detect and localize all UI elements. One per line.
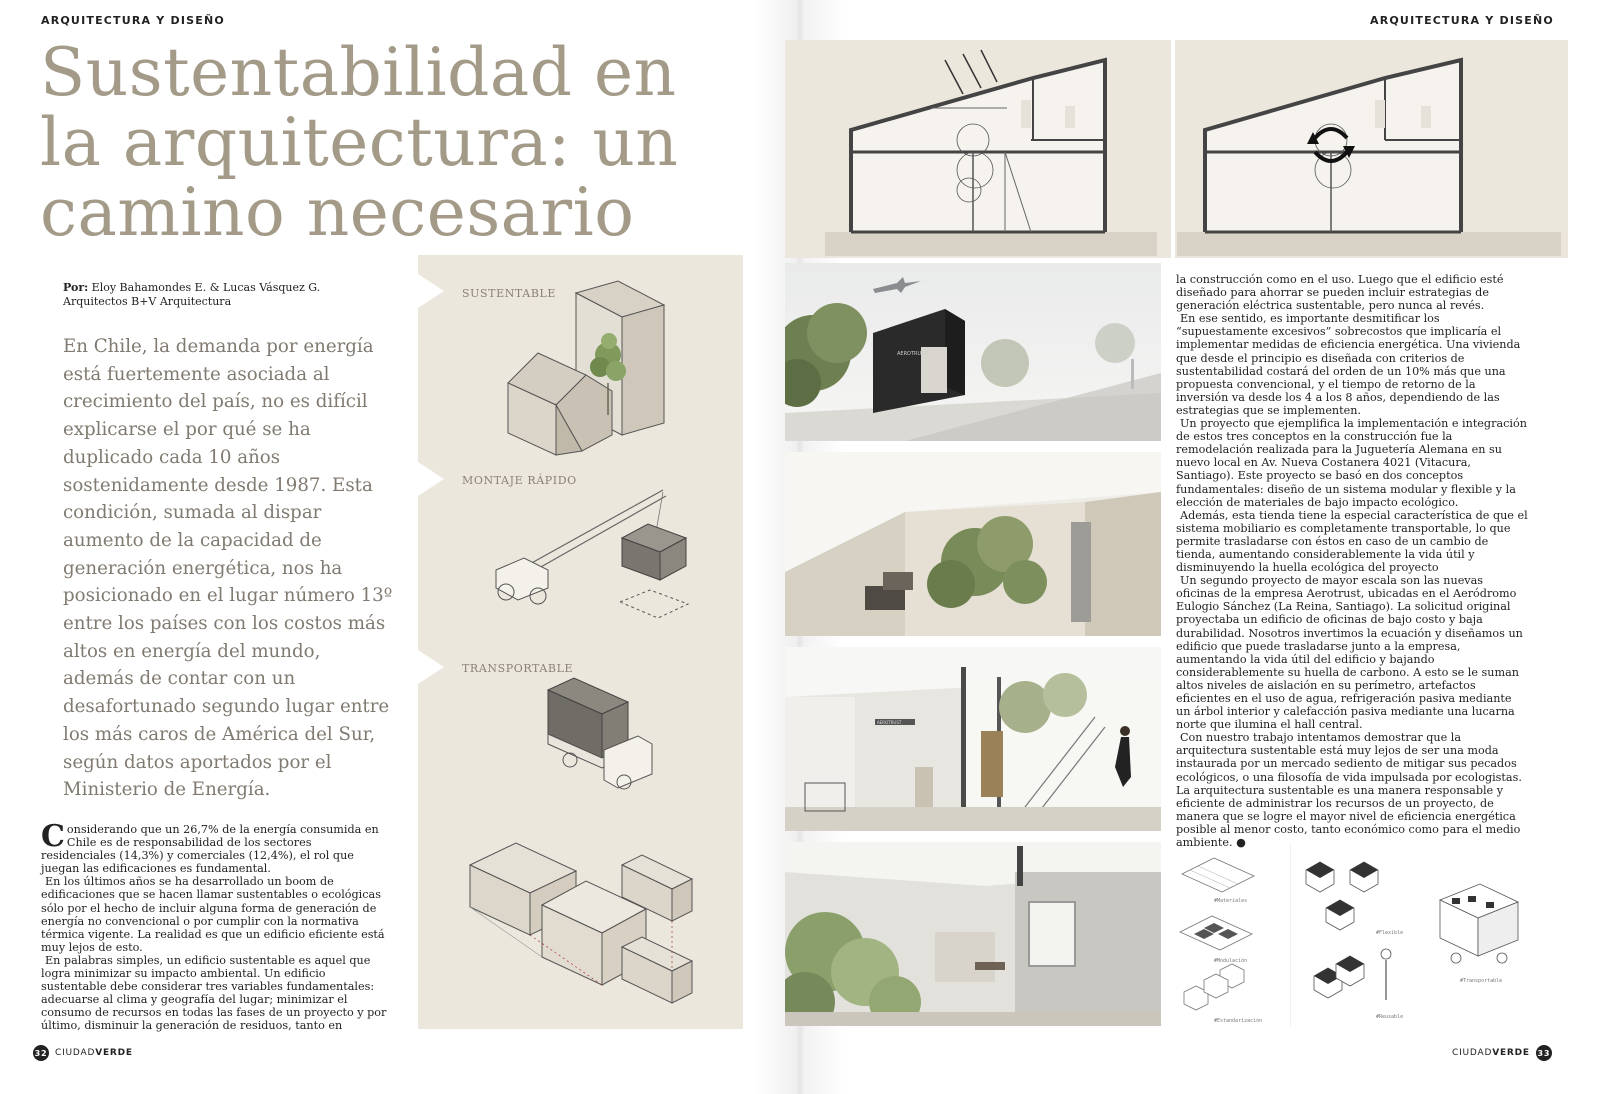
- truck-transport-illustration: [508, 670, 708, 800]
- diagram-label-flexible: #Flexible: [1376, 930, 1404, 936]
- brand-light: CIUDAD: [55, 1048, 96, 1058]
- brand-logo-left: [55, 1048, 133, 1058]
- modular-diagram-left: [1174, 840, 1286, 1030]
- building-section-drawings: [785, 40, 1568, 258]
- title-line-3: camino necesario: [40, 174, 635, 251]
- interior-sign: AEROTRUST: [877, 720, 902, 725]
- diagram-label-materiales: #Materiales: [1214, 898, 1248, 904]
- drop-cap: C: [41, 819, 65, 854]
- sustainable-houses-illustration: [488, 275, 728, 465]
- brand-light: CIUDAD: [1452, 1048, 1493, 1058]
- interior-green-photo: [785, 842, 1161, 1026]
- panel-notch: [418, 462, 444, 496]
- interior-hall-photo: [785, 647, 1161, 831]
- footer-right: [1452, 1045, 1552, 1061]
- brand-logo-right: [1452, 1048, 1530, 1058]
- diagram-label-estandarizacion: #Estandarización: [1214, 1018, 1263, 1024]
- panel-label-sustentable: SUSTENTABLE: [462, 287, 557, 300]
- byline-affiliation: Arquitectos B+V Arquitectura: [63, 295, 232, 308]
- article-title: [40, 34, 740, 251]
- exterior-sign: AEROTRUST: [897, 351, 928, 357]
- body-column-left: [41, 819, 389, 1033]
- interior-atrium-photo: [785, 452, 1161, 636]
- byline: [63, 281, 403, 309]
- body-paragraph: En palabras simples, un edificio sustentable es aquel que logra minimizar su impacto ambiental. Un edificio sustentable debe considerar tres variables fundamentales: adecuarse al clima y geografía del lugar; minimizar el consumo de recursos en todas las fases de un proyecto y por último, disminuir la generación de residuos, tanto en: [41, 953, 387, 1033]
- body-column-right: [1176, 273, 1528, 849]
- crane-assembly-illustration: [488, 480, 728, 640]
- section-label-left: ARQUITECTURA Y DISEÑO: [41, 14, 225, 27]
- exploded-modules-diagram: [466, 825, 736, 1025]
- body-paragraph: la construcción como en el uso. Luego que el edificio esté diseñado para ahorrar se pueden incluir estrategias de generación eléctrica sustentable, pero nunca al revés.: [1176, 273, 1504, 313]
- modular-diagram-right: [1290, 840, 1528, 1030]
- body-paragraph: Con nuestro trabajo intentamos demostrar que la arquitectura sustentable está muy lejos de ser una moda instaurada por un mercado sediento de mitigar sus pecados ecológicos, o una filosofía de vida impulsada por ecologistas. La arquitectura sustentable es una manera responsable y eficiente de administrar los recursos de un proyecto, de manera que se logre el mayor nivel de eficiencia energética posible al menor costo, tanto económico como para el medio ambiente. ●: [1176, 731, 1522, 850]
- byline-authors: Eloy Bahamondes E. & Lucas Vásquez G.: [91, 281, 321, 294]
- brand-bold: VERDE: [95, 1048, 133, 1058]
- first-paragraph-text: onsiderando que un 26,7% de la energía consumida en Chile es de responsabilidad de los sectores residenciales (14,3%) y comerciales (12,4%), el rol que juegan las edificaciones es fundamental.: [41, 823, 379, 876]
- body-paragraph: En los últimos años se ha desarrollado un boom de edificaciones que se hacen llamar sustentables o ecológicas sólo por el hecho de incluir alguna forma de generación de energía no convencional o por cumplir con la normativa térmica vigente. La realidad es que un edificio eficiente está muy lejos de esto.: [41, 875, 385, 954]
- exterior-building-photo: [785, 263, 1161, 441]
- body-paragraph: Un segundo proyecto de mayor escala son las nuevas oficinas de la empresa Aerotrust, ubicadas en el Aeródromo Eulogio Sánchez (La Reina, Santiago). La solicitud original proyectaba un edificio de oficinas de bajo costo y baja durabilidad. Nosotros invertimos la ecuación y diseñamos un edificio que puede trasladarse junto a la empresa, aumentando la vida útil del edificio y bajando considerablemente su huella de carbono. A esto se le suman altos niveles de aislación en su perímetro, artefactos eficientes en el uso de agua, refrigeración pasiva mediante un árbol interior y calefacción pasiva mediante una lucarna norte que ilumina el hall central.: [1176, 574, 1523, 732]
- panel-notch: [418, 650, 444, 684]
- lead-paragraph: En Chile, la demanda por energía está fuertemente asociada al crecimiento del país, no es difícil explicarse el por qué se ha duplicado cada 10 años sostenidamente desde 1987. Esta condición, sumada al dispar aumento de la capacidad de generación energética, nos ha posicionado en el lugar número 13º entre los países con los costos más altos en energía del mundo, además de contar con un desafortunado segundo lugar entre los más caros de América del Sur, según datos aportados por el Ministerio de Energía.: [63, 336, 393, 801]
- brand-bold: VERDE: [1492, 1048, 1530, 1058]
- concept-panel: [418, 255, 743, 1029]
- footer-left: [33, 1045, 133, 1061]
- diagram-label-reusable: #Reusable: [1376, 1014, 1404, 1020]
- title-line-1: Sustentabilidad en: [40, 34, 677, 111]
- byline-label: Por:: [63, 281, 89, 294]
- page-number-right: 33: [1536, 1045, 1552, 1061]
- panel-label-transportable: TRANSPORTABLE: [462, 662, 574, 675]
- diagram-label-modulacion: #Modulación: [1214, 958, 1248, 964]
- title-line-2: la arquitectura: un: [40, 104, 679, 181]
- panel-label-montaje: MONTAJE RÁPIDO: [462, 474, 577, 487]
- diagram-label-transportable: #Transportable: [1460, 978, 1503, 984]
- page-number-left: 32: [33, 1045, 49, 1061]
- body-paragraph: Además, esta tienda tiene la especial característica de que el sistema mobiliario es completamente transportable, lo que permite trasladarse con éstos en caso de un cambio de tienda, aumentando considerablemente la vida útil y disminuyendo la huella ecológica del proyecto: [1176, 508, 1528, 575]
- body-paragraph: Un proyecto que ejemplifica la implementación e integración de estos tres conceptos en la construcción fue la remodelación realizada para la Juguetería Alemana en su nuevo local en Av. Nueva Costanera 4021 (Vitacura, Santiago). Este proyecto se basó en dos conceptos fundamentales: diseño de un sistema modular y flexible y la elección de materiales de bajo impacto ecológico.: [1176, 417, 1527, 509]
- body-paragraph: En ese sentido, es importante desmitificar los “supuestamente excesivos” sobrecostos que implicaría el implementar medidas de eficiencia energética. Una vivienda que desde el principio es diseñada con criterios de sustentabilidad costará del orden de un 10% más que una propuesta convencional, y el tiempo de retorno de la inversión va desde los 4 a los 8 años, dependiendo de las estrategias que se implementen.: [1176, 312, 1521, 417]
- body-paragraph: [41, 819, 389, 876]
- section-label-right: ARQUITECTURA Y DISEÑO: [1370, 14, 1554, 27]
- panel-notch: [418, 274, 444, 308]
